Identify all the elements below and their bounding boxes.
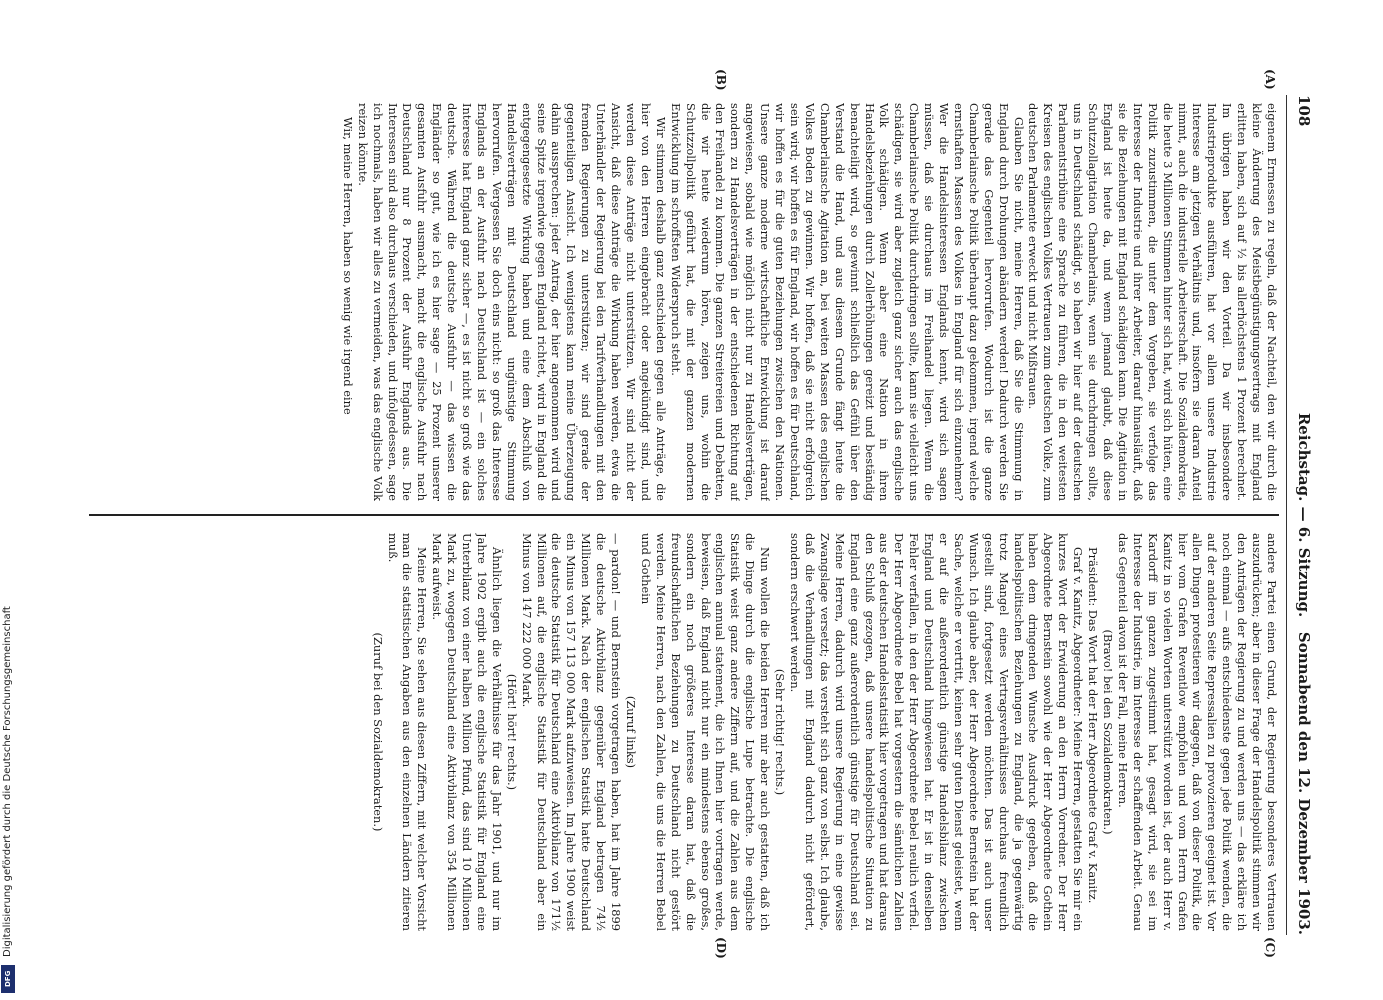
margin-mark-a: (A) [1263,69,1277,90]
running-header [1291,95,1313,935]
paragraph: andere Partei einen Grund, der Regierung besonderes Vertrauen auszudrücken; aber in dieser Frage der Handelspolitik stimmen wir den Anträgen der Regierung zu und werden uns — das erkläre ich noch einmal — aufs entschiedenste gegen jede Politik wenden, die auf der anderen Seite Repressalien zu provozieren geeignet ist. Vor allen Dingen protestieren wir dagegen, daß von dieser Politik, die hier vom Grafen Reventlow empfohlen und vom Herrn Grafen Kanitz in so vielen Worten unterstützt worden ist, der auch Herr v. Kardorff im ganzen zugestimmt hat, gesagt wird, sie sei im Interesse der Industrie, im Interesse der schaffenden Arbeit. Genau das Gegenteil davon ist der Fall, meine Herren. [1115,533,1279,931]
paragraph: — pardon! — und Bernstein vorgetragen haben, hat im Jahre 1899 die deutsche Aktivbilanz gegenüber England betragen 74½ Millionen Mark. Nach der englischen Statistik hatte Deutschland ein Minus von 157 113 000 Mark aufzuweisen. Im Jahre 1900 weist die deutsche Statistik für Deutschland eine Aktivbilanz von 171½ Millionen auf, die englische Statistik für Deutschland aber ein Minus von 147 222 000 Mark. [519,533,624,931]
speaker-paragraph: Präsident: Das Wort hat der Herr Abgeordnete Graf v. Kanitz. [1086,547,1101,904]
interjection: (Zuruf links) [624,695,639,769]
paragraph: Meine Herren, Sie sehen aus diesen Ziffern, mit welcher Vorsicht man die statistischen Angaben aus den einzelnen Ländern zitieren muß. [385,533,430,931]
header-rule [1286,95,1287,935]
paragraph: eigenem Ermessen zu regeln, daß der Nachteil, den wir durch die kleine Änderung des Meistbegünstigungsvertrags mit England erlitten haben, sich auf ½ bis allerhöchstens 1 Prozent berechnet. Im übrigen haben wir den Vorteil. Da wir insbesondere Industrieprodukte ausführen, hat vor allem unsere Industrie Interesse am jetzigen Verhältnis und, insofern sie daran Anteil nimmt, auch die industrielle Arbeiterschaft. Die Sozialdemokratie, die heute 3 Millionen Stimmen hinter sich hat, wird sich hüten, eine Politik zuzustimmen, die unter dem Vorgeben, sie verfolge das Interesse der Industrie und ihrer Arbeiter, darauf hinausläuft, daß sie die Beziehungen mit England schädigen kann. Die Agitation in England ist heute da, und wenn jemand glaubt, daß diese Schutzzollagitation Chamberlains, wenn sie durchdringen sollte, uns in Deutschland schädigt, so haben wir hier auf der deutschen Parlamentstribüne eine Sprache zu führen, die in den weitesten Kreisen des englischen Volkes Vertrauen zum deutschen Volke, zum deutschen Parlamente erweckt und nicht Mißtrauen. [1026,103,1279,501]
paragraph: Ähnlich liegen die Verhältnisse für das Jahr 1901, und nur im Jahre 1902 ergibt auch die englische Statistik für England eine Unterbilanz von einer halben Million Pfund, das sind 10 Millionen Mark zu, wogegen Deutschland eine Aktivbilanz von 354 Millionen Mark aufweist. [430,533,504,931]
digitization-credit: Digitalisierung gefördert durch die Deutsche Forschungsgemeinschaft [2,606,13,958]
page-number: 108 [1295,95,1313,127]
session-date: Sonnabend den 12. Dezember 1903. [1295,631,1313,935]
dfg-logo: DFG [1,965,15,993]
paragraph: Nun wollen die beiden Herren mir aber auch gestatten, daß ich die Dinge durch die englische Lupe betrachte. Die englische Statistik weist ganz andere Ziffern auf, und die Zahlen aus dem englischen annual statement, die ich Ihnen hier vortragen werde, beweisen, daß England nicht nur ein mindestens ebenso großes, sondern ein noch größeres Interesse daran hat, daß die freundschaftlichen Beziehungen zu Deutschland nicht gestört werden. Meine Herren, nach den Zahlen, die uns die Herren Bebel und Gothein [638,533,773,931]
interjection: (Zuruf bei den Sozialdemokraten.) [370,632,385,832]
interjection: (Hört! hört! rechts.) [504,673,519,791]
paragraph: Wir stimmen deshalb ganz entschieden gegen alle Anträge, die hier von den Herren eingebracht oder angekündigt sind, und werden diese Anträge nicht unterstützen. Wir sind nicht der Ansicht, daß diese Anträge die Wirkung haben werden, etwa die Unterhändler der Regierung bei den Tarifverhandlungen mit den fremden Regierungen zu unterstützen; wir sind gerade der gegenteiligen Ansicht. Ich wenigstens kann meine Überzeugung dahin aussprechen: jeder Antrag, der hier angenommen wird und seine Spitze irgendwie gegen England richtet, wird in England die entgegengesetzte Wirkung haben und eine dem Abschluß von Handelsverträgen mit Deutschland ungünstige Stimmung hervorrufen. Vergessen Sie doch eins nicht: so groß das Interesse Englands an der Ausfuhr nach Deutschland ist — ein solches Interesse hat England ganz sicher —, es ist nicht so groß wie das deutsche. Während die deutsche Ausfuhr — das wissen die Engländer so gut, wie ich es hier sage — 25 Prozent unserer gesamten Ausfuhr ausmacht, macht die englische Ausfuhr nach Deutschland nur 8 Prozent der Ausfuhr Englands aus. Die Interessen sind also durchaus verschieden, und infolgedessen, sage ich nochmals, haben wir alles zu vermeiden, was das englische Volk reizen könnte. [355,103,668,501]
right-column [83,533,1279,931]
interjection: (Bravo! bei den Sozialdemokraten.) [1101,629,1116,835]
paragraph: Glauben Sie nicht, meine Herren, daß Sie die Stimmung in England durch Drohungen abändern werden! Dadurch werden Sie gerade das Gegenteil hervorrufen. Wodurch ist die ganze Chamberlainsche Politik überhaupt dazu gekommen, irgend welche ernsthaften Massen des Volkes in England für sich einzunehmen? Wer die Handelsinteressen Englands kennt, wird sich sagen müssen, daß sie durchaus im Freihandel liegen. Wenn die Chamberlainsche Politik durchdringen sollte, kann sie vielleicht uns schädigen, sie wird aber zugleich ganz sicher auch das englische Volk schädigen. Wenn aber eine Nation in ihren Handelsbeziehungen durch Zollerhöhungen gereizt und beständig benachteiligt wird, so gewinnt schließlich das Gefühl über den Verstand die Hand, und aus diesem Grunde fängt heute die Chamberlainsche Agitation an, bei weiten Massen des englischen Volkes Boden zu gewinnen. Wir hoffen, daß sie nicht erfolgreich sein wird; wir hoffen es für England, wir hoffen es für Deutschland, wir hoffen es für die guten Beziehungen zwischen den Nationen. Unsere ganze moderne wirtschaftliche Entwicklung ist darauf angewiesen, sobald wie möglich nicht nur zu Handelsverträgen, sondern zu Handelsverträgen in der entschiedenen Richtung auf den Freihandel zu kommen. Die ganzen Streitereien und Debatten, die wir heute wiederum hören, zeigen uns, wohin die Schutzzollpolitik geführt hat, die mit der ganzen modernen Entwicklung im schroffsten Widerspruch steht. [668,103,1026,501]
margin-mark-c: (C) [1263,937,1277,958]
paragraph: Wir, meine Herren, haben so wenig wie irgend eine [340,117,355,415]
interjection: (Sehr richtig! rechts.) [773,668,788,796]
left-column [83,103,1279,501]
margin-mark-b: (B) [714,69,728,91]
column-divider [89,514,1279,516]
speaker-paragraph: Graf v. Kanitz, Abgeordneter: Meine Herren, gestatten Sie mir ein kurzes Wort der Erwiderung an den Herrn Vorredner. Der Herr Abgeordnete Bernstein sowohl wie der Herr Abgeordnete Gothein haben dem dringenden Wunsche Ausdruck gegeben, daß die handelspolitischen Beziehungen zu England, die ja gegenwärtig trotz Mangel eines Vertragsverhältnisses durchaus freundlich gestellt sind, fortgesetzt werden möchten. Das ist auch unser Wunsch. Ich glaube aber, der Herr Abgeordnete Bernstein hat der Sache, welche er vertritt, keinen sehr guten Dienst geleistet, wenn er auf die außerordentlich günstige Handelsbilanz zwischen England und Deutschland hingewiesen hat. Er ist in denselben Fehler verfallen, in den der Herr Abgeordnete Bebel neulich verfiel. Der Herr Abgeordnete Bebel hat vorgestern die sämtlichen Zahlen aus der deutschen Handelsstatistik hier vorgetragen und hat daraus den Schluß gezogen, daß unsere handelspolitische Situation zu England eine ganz außerordentlich günstige für Deutschland sei. Meine Herren, dadurch wird unsere Regierung in eine gewisse Zwangslage versetzt; das versteht sich ganz von selbst. Ich glaube, daß die Verhandlungen mit England dadurch nicht gefördert, sondern erschwert werden. [788,533,1086,931]
page-title: Reichstag. — 6. Sitzung. [1295,412,1313,618]
document-page [73,69,1313,959]
margin-mark-d: (D) [714,937,728,959]
